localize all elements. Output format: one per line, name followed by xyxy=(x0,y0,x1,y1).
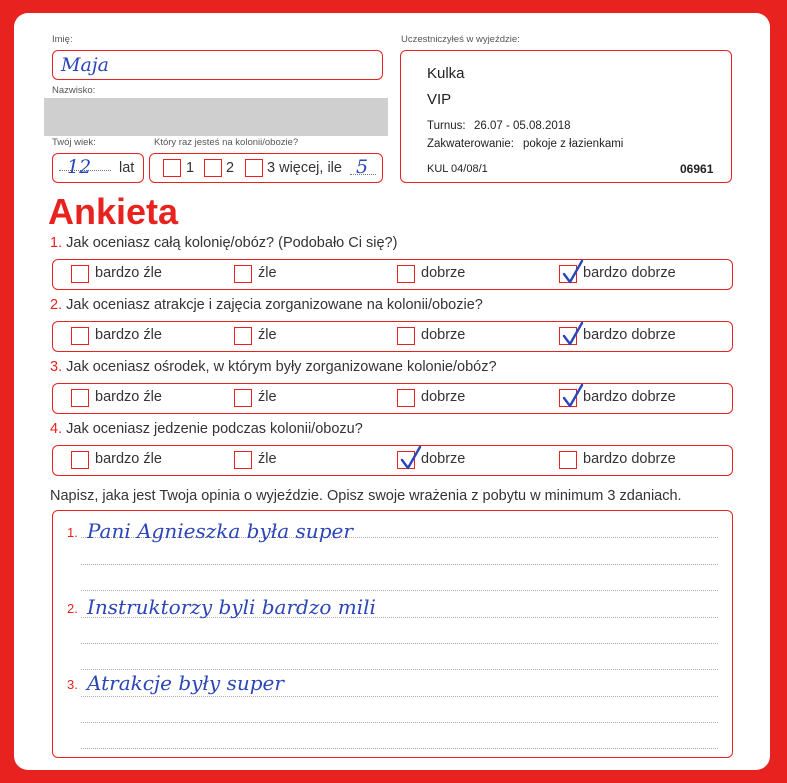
option-label: dobrze xyxy=(421,327,466,343)
turnus-value: 26.07 - 05.08.2018 xyxy=(474,120,571,132)
option-checkbox[interactable] xyxy=(71,327,89,345)
option-label: bardzo źle xyxy=(95,265,162,281)
question-label: Jak oceniasz jedzenie podczas kolonii/obozu? xyxy=(66,421,363,437)
option-checkbox[interactable] xyxy=(397,389,415,407)
question-3-text xyxy=(50,359,497,375)
times-option-2: 2 xyxy=(226,160,235,176)
option-label: dobrze xyxy=(421,389,466,405)
question-number: 3. xyxy=(50,359,63,375)
times-checkbox-3[interactable] xyxy=(245,159,263,177)
question-number: 1. xyxy=(50,235,63,251)
question-4-text xyxy=(50,421,363,437)
trip-class: VIP xyxy=(427,91,452,108)
option-checkbox[interactable] xyxy=(397,265,415,283)
question-1-text xyxy=(50,235,397,251)
times-option-1: 1 xyxy=(186,160,195,176)
question-4-options xyxy=(52,445,733,476)
age-label: Twój wiek: xyxy=(52,137,96,148)
name-field[interactable] xyxy=(52,50,383,80)
times-option-3: 3 więcej, ile xyxy=(267,160,342,176)
option-checkbox[interactable] xyxy=(234,451,252,469)
age-unit: lat xyxy=(119,160,135,176)
option-label: źle xyxy=(258,265,277,281)
times-value: 5 xyxy=(356,156,369,178)
name-label: Imię: xyxy=(52,34,73,45)
trip-name: Kulka xyxy=(427,65,465,82)
page-title: Ankieta xyxy=(48,191,179,232)
opinion-number: 2. xyxy=(67,601,78,616)
accommodation-label: Zakwaterowanie: xyxy=(427,138,514,150)
question-1-options xyxy=(52,259,733,290)
option-label: źle xyxy=(258,327,277,343)
accommodation-value: pokoje z łazienkami xyxy=(523,138,624,150)
question-3-options xyxy=(52,383,733,414)
surname-redaction xyxy=(44,98,388,136)
option-label: bardzo źle xyxy=(95,327,162,343)
option-label: źle xyxy=(258,451,277,467)
opinion-number: 1. xyxy=(67,525,78,540)
participant-label: Uczestniczyłeś w wyjeździe: xyxy=(401,34,520,45)
option-checkbox-checked[interactable] xyxy=(559,389,577,407)
opinion-box[interactable] xyxy=(52,510,733,758)
option-checkbox[interactable] xyxy=(234,265,252,283)
question-label: Jak oceniasz całą kolonię/obóz? (Podobało Ci się?) xyxy=(66,235,398,251)
option-label: bardzo dobrze xyxy=(583,451,676,467)
question-number: 2. xyxy=(50,297,63,313)
turnus-label: Turnus: xyxy=(427,120,466,132)
times-checkbox-1[interactable] xyxy=(163,159,181,177)
name-value: Maja xyxy=(61,54,110,76)
option-label: dobrze xyxy=(421,265,466,281)
option-label: bardzo dobrze xyxy=(583,265,676,281)
trip-card xyxy=(400,50,732,183)
opinion-text: Atrakcje były super xyxy=(87,671,284,695)
option-checkbox-checked[interactable] xyxy=(397,451,415,469)
times-checkbox-2[interactable] xyxy=(204,159,222,177)
option-checkbox[interactable] xyxy=(234,389,252,407)
option-checkbox[interactable] xyxy=(397,327,415,345)
opinion-text: Pani Agnieszka była super xyxy=(87,519,353,543)
option-label: bardzo źle xyxy=(95,389,162,405)
trip-code: KUL 04/08/1 xyxy=(427,163,488,175)
option-label: bardzo dobrze xyxy=(583,327,676,343)
times-label: Który raz jesteś na kolonii/obozie? xyxy=(154,137,299,148)
option-checkbox-checked[interactable] xyxy=(559,265,577,283)
surname-label: Nazwisko: xyxy=(52,85,96,96)
trip-number: 06961 xyxy=(680,162,714,176)
question-2-options xyxy=(52,321,733,352)
option-label: dobrze xyxy=(421,451,466,467)
times-field xyxy=(149,153,383,183)
age-field[interactable] xyxy=(52,153,144,183)
question-label: Jak oceniasz atrakcje i zajęcia zorganizowane na kolonii/obozie? xyxy=(66,297,483,313)
question-2-text xyxy=(50,297,483,313)
opinion-text: Instruktorzy byli bardzo mili xyxy=(87,595,376,619)
option-label: źle xyxy=(258,389,277,405)
question-label: Jak oceniasz ośrodek, w którym były zorganizowane kolonie/obóz? xyxy=(66,359,497,375)
option-checkbox[interactable] xyxy=(71,389,89,407)
question-number: 4. xyxy=(50,421,63,437)
option-checkbox[interactable] xyxy=(71,451,89,469)
option-checkbox[interactable] xyxy=(559,451,577,469)
survey-sheet xyxy=(14,13,770,770)
age-value: 12 xyxy=(67,156,92,178)
option-checkbox-checked[interactable] xyxy=(559,327,577,345)
option-label: bardzo dobrze xyxy=(583,389,676,405)
option-checkbox[interactable] xyxy=(234,327,252,345)
option-label: bardzo źle xyxy=(95,451,162,467)
opinion-number: 3. xyxy=(67,677,78,692)
option-checkbox[interactable] xyxy=(71,265,89,283)
opinion-prompt: Napisz, jaka jest Twoja opinia o wyjeździe. Opisz swoje wrażenia z pobytu w minimum 3 zdaniach. xyxy=(50,488,682,504)
